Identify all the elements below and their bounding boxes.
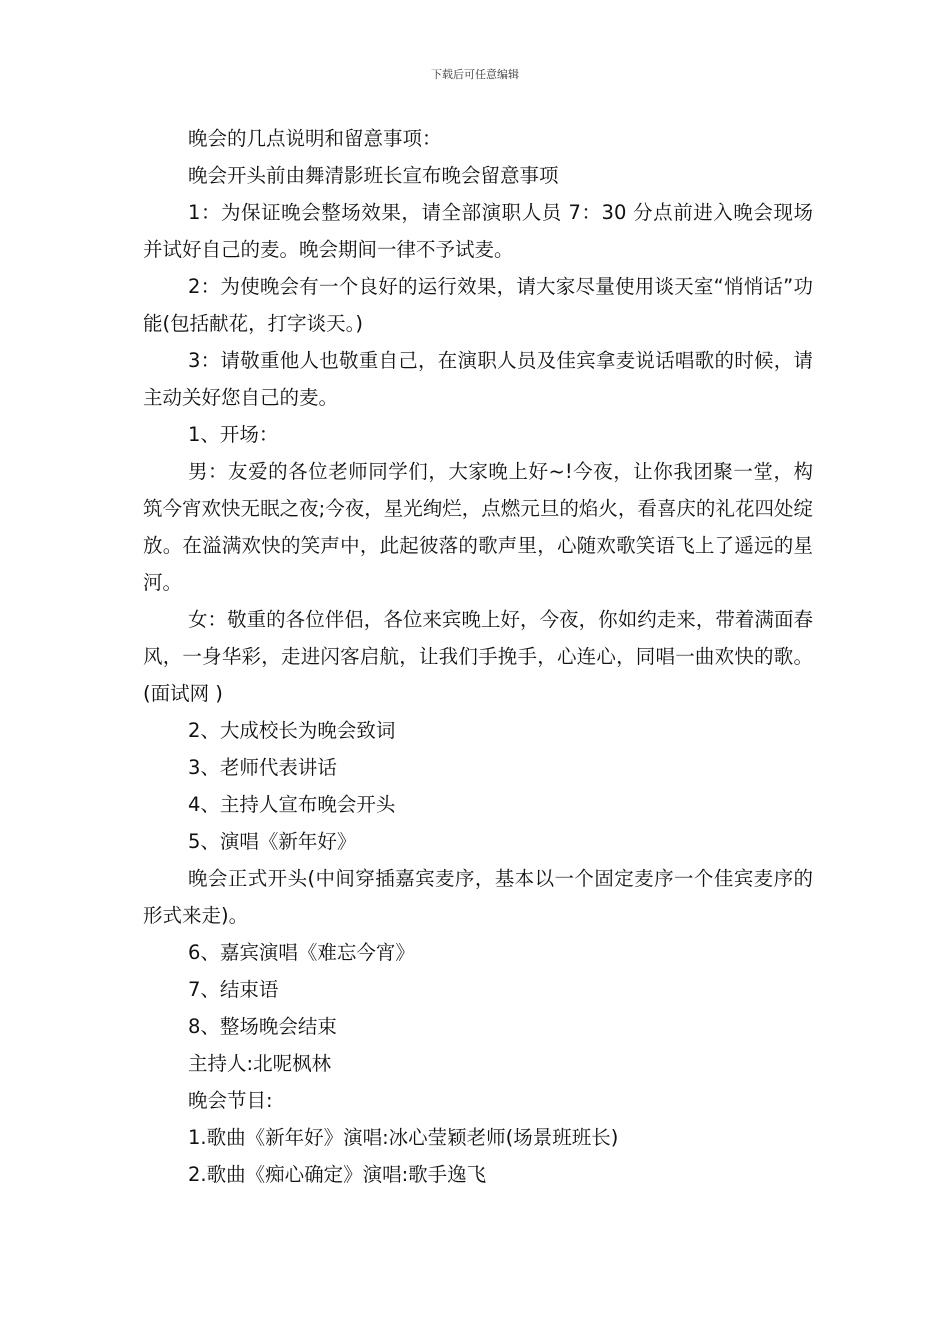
paragraph-rule-2: 2：为使晚会有一个良好的运行效果，请大家尽量使用谈天室“悄悄话”功能(包括献花，打字谈天。) xyxy=(143,275,813,335)
paragraph-opening: 1、开场： xyxy=(188,423,279,446)
paragraph-program-2: 2.歌曲《痴心确定》演唱:歌手逸飞 xyxy=(188,1163,487,1186)
paragraph-item-2: 2、大成校长为晚会致词 xyxy=(188,719,396,742)
paragraph-program-1: 1.歌曲《新年好》演唱:冰心莹颖老师(场景班班长) xyxy=(188,1126,619,1149)
paragraph-item-5: 5、演唱《新年好》 xyxy=(188,830,357,853)
paragraph-item-4: 4、主持人宣布晚会开头 xyxy=(188,793,396,816)
paragraph-rule-3: 3：请敬重他人也敬重自己，在演职人员及佳宾拿麦说话唱歌的时候，请主动关好您自己的麦。 xyxy=(143,349,813,409)
paragraph-item-6: 6、嘉宾演唱《难忘今宵》 xyxy=(188,941,415,964)
paragraph-announcement: 晚会开头前由舞清影班长宣布晚会留意事项 xyxy=(188,164,559,187)
paragraph-program-title: 晚会节目: xyxy=(188,1089,273,1112)
paragraph-item-8: 8、整场晚会结束 xyxy=(188,1015,337,1038)
paragraph-item-3: 3、老师代表讲话 xyxy=(188,756,337,779)
paragraph-female-host: 女：敬重的各位伴侣，各位来宾晚上好，今夜，你如约走来，带着满面春风，一身华彩，走进闪客启航，让我们手挽手，心连心，同唱一曲欢快的歌。(面试网 ) xyxy=(143,608,813,705)
paragraph-male-host: 男：友爱的各位老师同学们，大家晚上好~!今夜，让你我团聚一堂，构筑今宵欢快无眠之夜;今夜，星光绚烂，点燃元旦的焰火，看喜庆的礼花四处绽放。在溢满欢快的笑声中，此起彼落的歌声里，心随欢歌笑语飞上了遥远的星河。 xyxy=(143,460,813,594)
paragraph-item-7: 7、结束语 xyxy=(188,978,279,1001)
paragraph-formal-start: 晚会正式开头(中间穿插嘉宾麦序，基本以一个固定麦序一个佳宾麦序的形式来走)。 xyxy=(143,867,813,927)
document-body xyxy=(143,120,813,1193)
paragraph-notes-title: 晚会的几点说明和留意事项： xyxy=(188,127,442,150)
paragraph-host: 主持人:北呢枫林 xyxy=(188,1052,332,1075)
paragraph-rule-1: 1：为保证晚会整场效果，请全部演职人员 7：30 分点前进入晚会现场并试好自己的麦。晚会期间一律不予试麦。 xyxy=(143,201,813,261)
page-header-note: 下载后可任意编辑 xyxy=(431,68,519,81)
